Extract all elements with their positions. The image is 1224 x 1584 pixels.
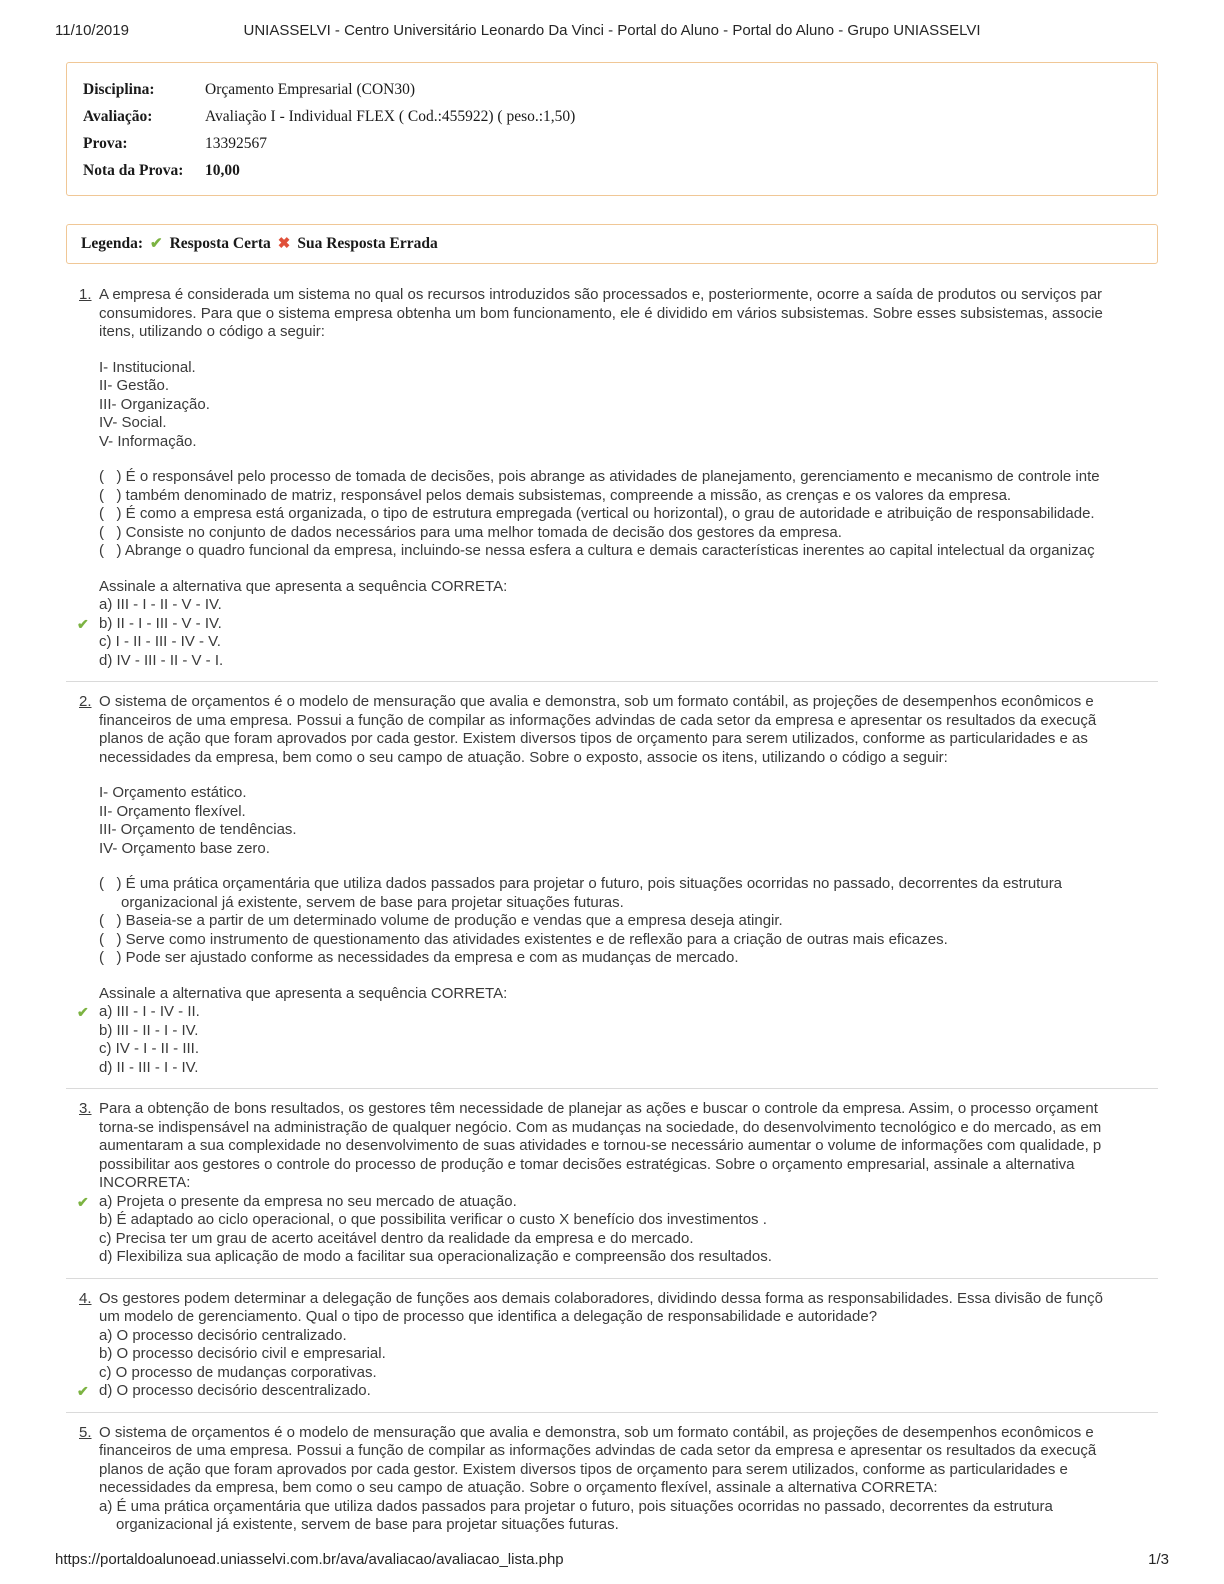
legend-wrong-label: Sua Resposta Errada [297,235,438,252]
alternative-option [99,1211,1158,1230]
question-number[interactable]: 1. [79,286,92,303]
statement-line: ( ) também denominado de matriz, responsável pelos demais subsistemas, compreende a missão, as crenças e os valores da empresa. [99,486,1012,504]
exam-info-row [83,76,1141,103]
alternative-text-line: a) É uma prática orçamentária que utiliza dados passados para projetar o futuro, pois situações ocorridas no passado, decorrentes da estrutura [99,1497,1053,1515]
alternative-text-line: d) II - III - I - IV. [99,1058,199,1076]
question [66,1100,1158,1267]
question [66,1424,1158,1535]
question-content [77,693,1158,1077]
prompt-line: Assinale a alternativa que apresenta a sequência CORRETA: [99,984,508,1002]
statement-line: ( ) É o responsável pelo processo de tomada de decisões, pois abrange as atividades de planejamento, gerenciamento e mecanismo de controle inte [99,468,1100,485]
statement-line: ( ) Abrange o quadro funcional da empresa, incluindo-se nessa esfera a cultura e demais características inerentes ao capital intelectual da organizaç [99,542,1095,559]
statement-line: ( ) É como a empresa está organizada, o tipo de estrutura empregada (vertical ou horizontal), o grau de autoridade e atribuição de responsabilidade. [99,505,1095,522]
question-text-line: aumentaram a sua complexidade no desenvolvimento de suas atividades e tornou-se necessário aumentar o volume de informações com qualidade, p [99,1137,1102,1154]
question-divider [66,1088,1158,1089]
exam-info-label: Disciplina: [83,81,155,98]
question-text-line: possibilitar aos gestores o controle do processo de produção e tomar decisões estratégicas. Sobre o orçamento empresarial, assinale a alternativa [99,1155,1075,1173]
code-item-line: V- Informação. [99,432,197,450]
alternative-option [99,633,1158,652]
alternative-option [99,596,1158,615]
blank-line [99,968,1158,985]
alternative-text-line: b) III - II - I - IV. [99,1021,199,1039]
question-text-line: consumidores. Para que o sistema empresa obtenha um bom funcionamento, ele é dividido em vários subsistemas. Sobre esses subsistemas, associe [99,304,1103,322]
question-text-line: Para a obtenção de bons resultados, os gestores têm necessidade de planejar as ações e buscar o controle da empresa. Assim, o processo orçament [99,1100,1098,1117]
question-number[interactable]: 5. [79,1423,92,1441]
question [66,1290,1158,1401]
question-text-line: financeiros de uma empresa. Possui a função de compilar as informações advindas de cada setor da empresa e apresentar os resultados da execuçã [99,711,1097,729]
legend-label: Legenda: [81,235,143,252]
exam-info-label: Prova: [83,135,128,152]
alternative-option [77,1003,1158,1022]
question-text-line: itens, utilizando o código a seguir: [99,323,325,340]
question-text-line: O sistema de orçamentos é o modelo de mensuração que avalia e demonstra, sob um formato contábil, as projeções de desempenhos econômicos e [99,693,1094,710]
alternative-option [99,1059,1158,1078]
alternative-option [99,1327,1158,1346]
question-divider [66,1412,1158,1413]
correct-answer-check-icon: ✔ [150,235,163,252]
question-text-line: INCORRETA: [99,1174,191,1191]
question-text-line: O sistema de orçamentos é o modelo de mensuração que avalia e demonstra, sob um formato contábil, as projeções de desempenhos econômicos e [99,1423,1094,1441]
question-text-line: planos de ação que foram aprovados por cada gestor. Existem diversos tipos de orçamento para serem utilizados, conforme as particularidades e [99,1460,1068,1478]
alternative-text-line: b) É adaptado ao ciclo operacional, o que possibilita verificar o custo X benefício dos investimentos . [99,1211,767,1228]
alternative-text-line: organizacional já existente, servem de base para projetar situações futuras. [116,1516,619,1533]
question-content [99,1424,1158,1535]
alternative-text-line: c) O processo de mudanças corporativas. [99,1363,377,1381]
statement-line: organizacional já existente, servem de base para projetar situações futuras. [121,893,624,911]
legend-correct-label: Resposta Certa [169,235,271,252]
correct-answer-check-icon: ✔ [77,1004,89,1020]
alternative-text-line: a) O processo decisório centralizado. [99,1326,347,1344]
code-item-line: III- Organização. [99,395,210,413]
statement-line: ( ) É uma prática orçamentária que utiliza dados passados para projetar o futuro, pois situações ocorridas no passado, decorrentes da estrutura [99,875,1063,892]
question-text-line: A empresa é considerada um sistema no qual os recursos introduzidos são processados e, posteriormente, ocorre a saída de produtos ou serviços par [99,286,1103,303]
question-content [77,286,1158,670]
correct-answer-check-icon: ✔ [77,1383,89,1399]
alternative-text-line: b) O processo decisório civil e empresarial. [99,1345,386,1362]
exam-info-row [83,157,1141,184]
prompt-line: Assinale a alternativa que apresenta a sequência CORRETA: [99,577,508,595]
exam-info-label: Avaliação: [83,108,153,125]
code-item-line: IV- Orçamento base zero. [99,839,270,857]
question-text-line: Os gestores podem determinar a delegação de funções aos demais colaboradores, dividindo dessa forma as responsabilidades. Essa divisão de funçõ [99,1289,1103,1307]
alternative-option [99,1364,1158,1383]
blank-line [99,342,1158,359]
code-item-line: III- Orçamento de tendências. [99,821,297,838]
alternative-text-line: d) Flexibiliza sua aplicação de modo a facilitar sua operacionalização e compreensão dos resultados. [99,1248,772,1265]
question-text-line: necessidades da empresa, bem como o seu campo de atuação. Sobre o orçamento flexível, assinale a alternativa CORRETA: [99,1479,938,1496]
exam-info-row [83,103,1141,130]
alternative-text-line: b) II - I - III - V - IV. [99,614,222,632]
exam-info-row [83,130,1141,157]
blank-line [99,858,1158,875]
alternative-option [99,1022,1158,1041]
questions-list [66,286,1158,1535]
exam-info-value: Orçamento Empresarial (CON30) [205,81,416,98]
blank-line [99,767,1158,784]
question-text-line: torna-se indispensável na administração de qualquer negócio. Com as mudanças na sociedade, do desenvolvimento tecnológico e do mercado, as em [99,1118,1102,1136]
question [66,693,1158,1077]
code-item-line: I- Institucional. [99,358,196,376]
code-item-line: I- Orçamento estático. [99,784,247,801]
question-number[interactable]: 2. [79,693,92,710]
alternative-text-line: a) Projeta o presente da empresa no seu mercado de atuação. [99,1192,517,1210]
alternative-option [77,1192,1158,1212]
exam-info-label: Nota da Prova: [83,162,184,179]
question-text-line: financeiros de uma empresa. Possui a função de compilar as informações advindas de cada setor da empresa e apresentar os resultados da execuçã [99,1442,1097,1459]
alternative-text-line: d) IV - III - II - V - I. [99,651,224,669]
alternative-option [77,1382,1158,1401]
alternative-option [99,652,1158,671]
code-item-line: IV- Social. [99,414,167,431]
statement-line: ( ) Baseia-se a partir de um determinado volume de produção e vendas que a empresa deseja atingir. [99,912,783,929]
statement-line: ( ) Serve como instrumento de questionamento das atividades existentes e de reflexão para a criação de outras mais eficazes. [99,930,948,948]
question-number[interactable]: 4. [79,1289,92,1307]
footer-url: https://portaldoalunoead.uniasselvi.com.br/ava/avaliacao/avaliacao_lista.php [55,1551,564,1568]
question [66,286,1158,670]
alternative-text-line: c) Precisa ter um grau de acerto aceitável dentro da realidade da empresa e do mercado. [99,1229,694,1247]
exam-grade-value: 10,00 [205,162,240,179]
code-item-line: II- Orçamento flexível. [99,802,246,820]
alternative-option [99,1040,1158,1059]
blank-line [99,451,1158,468]
alternative-text-line: a) III - I - II - V - IV. [99,596,222,613]
statement-line: ( ) Consiste no conjunto de dados necessários para uma melhor tomada de decisão dos gestores da empresa. [99,523,842,541]
blank-line [99,561,1158,578]
correct-answer-check-icon: ✔ [77,615,89,632]
alternative-text-line: d) O processo decisório descentralizado. [99,1382,371,1399]
alternative-option [99,1230,1158,1249]
question-divider [66,681,1158,682]
question-number[interactable]: 3. [79,1100,92,1117]
statement-line: ( ) Pode ser ajustado conforme as necessidades da empresa e com as mudanças de mercado. [99,949,739,966]
wrong-answer-x-icon: ✖ [277,235,291,252]
alternative-option [99,1345,1158,1364]
alternative-option [77,614,1158,634]
alternative-option [99,1248,1158,1267]
question-text-line: planos de ação que foram aprovados por cada gestor. Existem diversos tipos de orçamento para serem utilizados, conforme as particularidades e as [99,730,1088,747]
question-text-line: um modelo de gerenciamento. Qual o tipo de processo que identifica a delegação de responsabilidade e autoridade? [99,1308,878,1325]
question-divider [66,1278,1158,1279]
alternative-text-line: a) III - I - IV - II. [99,1003,200,1020]
page-content [66,62,1158,1535]
footer-page-number: 1/3 [1148,1551,1169,1568]
print-footer [55,1551,1169,1568]
print-header [55,22,1169,42]
question-content [77,1100,1158,1267]
alternative-text-line: c) I - II - III - IV - V. [99,633,221,650]
question-text-line: necessidades da empresa, bem como o seu campo de atuação. Sobre o exposto, associe os itens, utilizando o código a seguir: [99,748,948,766]
exam-info-value: 13392567 [205,135,267,152]
print-date: 11/10/2019 [55,22,129,39]
exam-info-box [66,62,1158,196]
alternative-option [99,1498,1158,1535]
alternative-text-line: c) IV - I - II - III. [99,1040,199,1057]
exam-info-value: Avaliação I - Individual FLEX ( Cod.:455922) ( peso.:1,50) [205,108,576,125]
code-item-line: II- Gestão. [99,377,170,394]
question-content [77,1289,1158,1401]
correct-answer-check-icon: ✔ [77,1193,89,1210]
legend-box [66,224,1158,264]
print-title: UNIASSELVI - Centro Universitário Leonardo Da Vinci - Portal do Aluno - Portal do Aluno - Grupo UNIASSELVI [243,22,981,39]
